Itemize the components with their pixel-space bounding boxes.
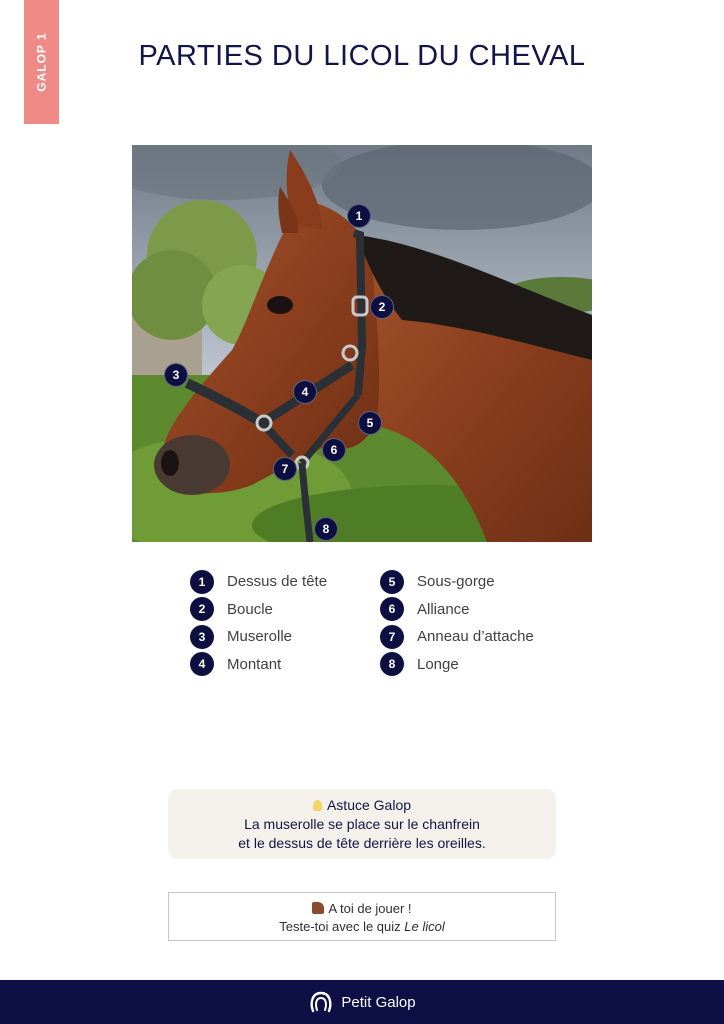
quiz-heading: A toi de jouer ! bbox=[328, 901, 412, 916]
horse-halter-photo bbox=[132, 145, 592, 542]
legend-item bbox=[190, 623, 370, 651]
legend-label: Dessus de tête bbox=[227, 573, 328, 591]
quiz-text: Teste-toi avec le quiz bbox=[279, 919, 405, 934]
horseshoe-logo-icon bbox=[308, 989, 334, 1015]
page-title: PARTIES DU LICOL DU CHEVAL bbox=[138, 40, 586, 72]
lightbulb-icon bbox=[313, 800, 322, 811]
legend-number: 1 bbox=[190, 570, 214, 594]
photo-marker-2: 2 bbox=[370, 295, 394, 319]
legend-label: Montant bbox=[227, 655, 282, 673]
galop-tip-box bbox=[168, 789, 556, 859]
photo-marker-8: 8 bbox=[314, 517, 338, 541]
photo-marker-1: 1 bbox=[347, 204, 371, 228]
tip-line-1: La muserolle se place sur le chanfrein bbox=[244, 816, 480, 832]
legend-number: 4 bbox=[190, 652, 214, 676]
legend-label: Muserolle bbox=[227, 628, 293, 646]
legend-number: 3 bbox=[190, 625, 214, 649]
quiz-heading-row bbox=[169, 900, 555, 918]
riding-boot-icon bbox=[312, 902, 324, 914]
legend-item bbox=[190, 651, 370, 679]
galop-level-label: GALOP 1 bbox=[34, 32, 49, 92]
photo-marker-4: 4 bbox=[293, 380, 317, 404]
legend-item bbox=[380, 623, 560, 651]
legend-number: 2 bbox=[190, 597, 214, 621]
photo-marker-5: 5 bbox=[358, 411, 382, 435]
legend-label: Boucle bbox=[227, 600, 273, 618]
photo-marker-3: 3 bbox=[164, 363, 188, 387]
legend-item bbox=[380, 568, 560, 596]
quiz-callout[interactable] bbox=[168, 892, 556, 941]
footer-bar bbox=[0, 980, 724, 1024]
tip-heading-row bbox=[168, 796, 556, 815]
legend-item bbox=[190, 568, 370, 596]
photo-marker-7: 7 bbox=[273, 457, 297, 481]
legend-item bbox=[380, 651, 560, 679]
tip-line-2: et le dessus de tête derrière les oreilles. bbox=[238, 835, 486, 851]
photo-marker-6: 6 bbox=[322, 438, 346, 462]
quiz-text-row bbox=[169, 918, 555, 936]
legend-number: 8 bbox=[380, 652, 404, 676]
legend-item bbox=[380, 596, 560, 624]
legend-label: Sous-gorge bbox=[417, 573, 495, 591]
legend-number: 6 bbox=[380, 597, 404, 621]
footer-brand: Petit Galop bbox=[341, 993, 416, 1011]
quiz-link[interactable]: Le licol bbox=[404, 919, 445, 934]
tip-heading: Astuce Galop bbox=[326, 797, 412, 813]
legend-label: Anneau d’attache bbox=[417, 628, 534, 646]
legend-column-left bbox=[190, 568, 370, 678]
legend-label: Longe bbox=[417, 655, 459, 673]
legend-number: 7 bbox=[380, 625, 404, 649]
legend-column-right bbox=[380, 568, 560, 678]
legend-number: 5 bbox=[380, 570, 404, 594]
legend-label: Alliance bbox=[417, 600, 470, 618]
legend-item bbox=[190, 596, 370, 624]
